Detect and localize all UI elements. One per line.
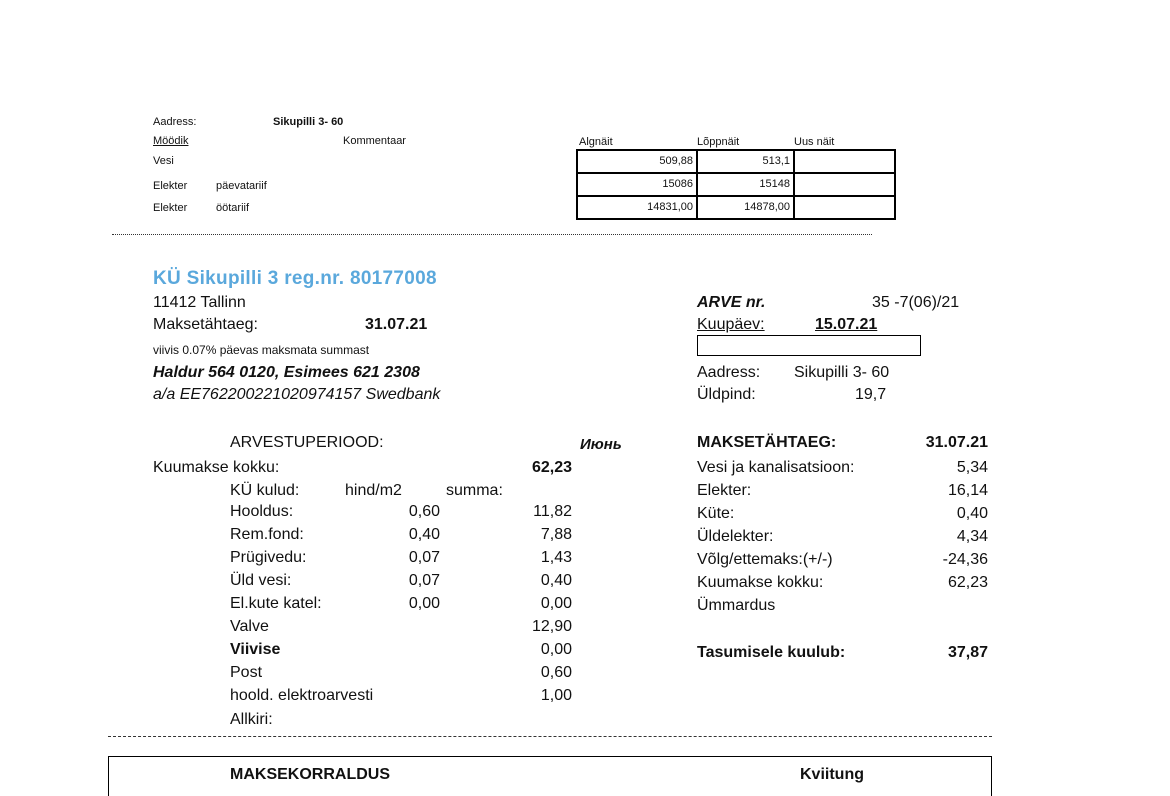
due-label: Maksetähtaeg: — [153, 316, 258, 333]
end-reading: 15148 — [759, 178, 790, 190]
city: 11412 Tallinn — [153, 294, 246, 311]
cost-item-label: Post — [230, 664, 263, 681]
bank-account: a/a EE762200221020974157 Swedbank — [153, 386, 441, 403]
address-label: Aadress: — [153, 116, 197, 128]
date-label: Kuupäev: — [697, 316, 765, 333]
end-reading: 14878,00 — [744, 201, 790, 213]
cost-item-label: Hooldus: — [230, 503, 294, 520]
start-reading: 509,88 — [659, 155, 693, 167]
cost-item-price: 0,00 — [408, 595, 440, 612]
summary-line-label: Vesi ja kanalisatsioon: — [697, 459, 855, 476]
date-value: 15.07.21 — [815, 316, 878, 333]
new-reading-field[interactable] — [795, 174, 894, 195]
col-sum-header: summa: — [446, 482, 503, 499]
summary-line-label: Kuumakse kokku: — [697, 574, 824, 591]
summary-line-value: -24,36 — [942, 551, 988, 568]
new-reading-field[interactable] — [795, 197, 894, 218]
penalty-note: viivis 0.07% päevas maksmata summast — [153, 343, 370, 357]
table-row — [578, 151, 894, 174]
summary-line-value: 62,23 — [947, 574, 988, 591]
org-title: KÜ Sikupilli 3 reg.nr. 80177008 — [153, 268, 437, 289]
pay-label: Tasumisele kuulub: — [697, 644, 846, 661]
meter-label: Möödik — [153, 135, 189, 147]
pay-value: 37,87 — [947, 644, 988, 661]
table-row — [578, 197, 894, 218]
receipt-label: Kviitung — [800, 766, 864, 783]
col-new-header: Uus näit — [794, 136, 835, 148]
address-value: Sikupilli 3- 60 — [273, 116, 344, 128]
col-price-header: hind/m2 — [345, 482, 402, 499]
summary-line-label: Üldelekter: — [697, 528, 774, 545]
cost-item-label: Rem.fond: — [230, 526, 304, 543]
summary-line-value: 4,34 — [956, 528, 988, 545]
table-row — [578, 174, 894, 197]
cost-item-price: 0,07 — [408, 572, 440, 589]
cut-line-dashed — [108, 736, 992, 737]
summary-line-label: Elekter: — [697, 482, 752, 499]
cost-item-sum: 0,00 — [540, 641, 572, 658]
cost-item-label: Üld vesi: — [230, 572, 292, 589]
summary-line-label: Küte: — [697, 505, 735, 522]
cost-item-label: Viivise — [230, 641, 281, 658]
payment-order-label: MAKSEKORRALDUS — [230, 766, 390, 783]
col-end-header: Lõppnäit — [697, 136, 740, 148]
due-value: 31.07.21 — [365, 316, 428, 333]
cost-item-sum: 1,43 — [540, 549, 572, 566]
cut-line-dotted — [112, 234, 872, 235]
summary-due-value: 31.07.21 — [925, 434, 988, 451]
summary-due-label: MAKSETÄHTAEG: — [697, 434, 837, 451]
total-value: 62,23 — [531, 459, 572, 476]
invoice-label: ARVE nr. — [697, 294, 766, 311]
meter-row-comment: öötariif — [216, 202, 250, 214]
start-reading: 14831,00 — [647, 201, 693, 213]
blank-field[interactable] — [697, 335, 921, 356]
cost-item-label: Prügivedu: — [230, 549, 307, 566]
end-reading: 513,1 — [762, 155, 790, 167]
start-reading: 15086 — [662, 178, 693, 190]
cost-item-sum: 0,00 — [540, 595, 572, 612]
period-value: Июнь — [580, 436, 622, 453]
cost-item-label: hoold. elektroarvesti — [230, 687, 374, 704]
meter-readings-table — [576, 149, 896, 220]
meter-row-name: Vesi — [153, 155, 174, 167]
comment-label: Kommentaar — [343, 135, 406, 147]
summary-line-label: Võlg/ettemaks:(+/-) — [697, 551, 833, 568]
meter-row-name: Elekter — [153, 202, 188, 214]
cost-item-sum: 0,60 — [540, 664, 572, 681]
meter-row-comment: päevatariif — [216, 180, 267, 192]
new-reading-field[interactable] — [795, 151, 894, 172]
summary-line-value: 5,34 — [956, 459, 988, 476]
cost-item-label: Valve — [230, 618, 269, 635]
contacts: Haldur 564 0120, Esimees 621 2308 — [153, 364, 420, 381]
summary-line-value: 16,14 — [947, 482, 988, 499]
cost-item-sum: 1,00 — [540, 687, 572, 704]
cost-item-price: 0,40 — [408, 526, 440, 543]
cost-item-sum: 0,40 — [540, 572, 572, 589]
total-label: Kuumakse kokku: — [153, 459, 280, 476]
col-item-header: KÜ kulud: — [230, 482, 300, 499]
invoice-number: 35 -7(06)/21 — [872, 294, 960, 311]
cost-item-sum: 7,88 — [540, 526, 572, 543]
signature-label: Allkiri: — [230, 711, 273, 728]
address-value: Sikupilli 3- 60 — [794, 364, 890, 381]
period-label: ARVESTUPERIOOD: — [230, 434, 384, 451]
cost-item-sum: 11,82 — [533, 503, 572, 520]
area-label: Üldpind: — [697, 386, 756, 403]
col-start-header: Algnäit — [579, 136, 613, 148]
cost-item-label: El.kute katel: — [230, 595, 322, 612]
address-label: Aadress: — [697, 364, 761, 381]
area-value: 19,7 — [855, 386, 887, 403]
summary-line-label: Ümmardus — [697, 597, 776, 614]
summary-line-value: 0,40 — [956, 505, 988, 522]
cost-item-sum: 12,90 — [531, 618, 572, 635]
meter-row-name: Elekter — [153, 180, 188, 192]
cost-item-price: 0,60 — [408, 503, 440, 520]
cost-item-price: 0,07 — [408, 549, 440, 566]
